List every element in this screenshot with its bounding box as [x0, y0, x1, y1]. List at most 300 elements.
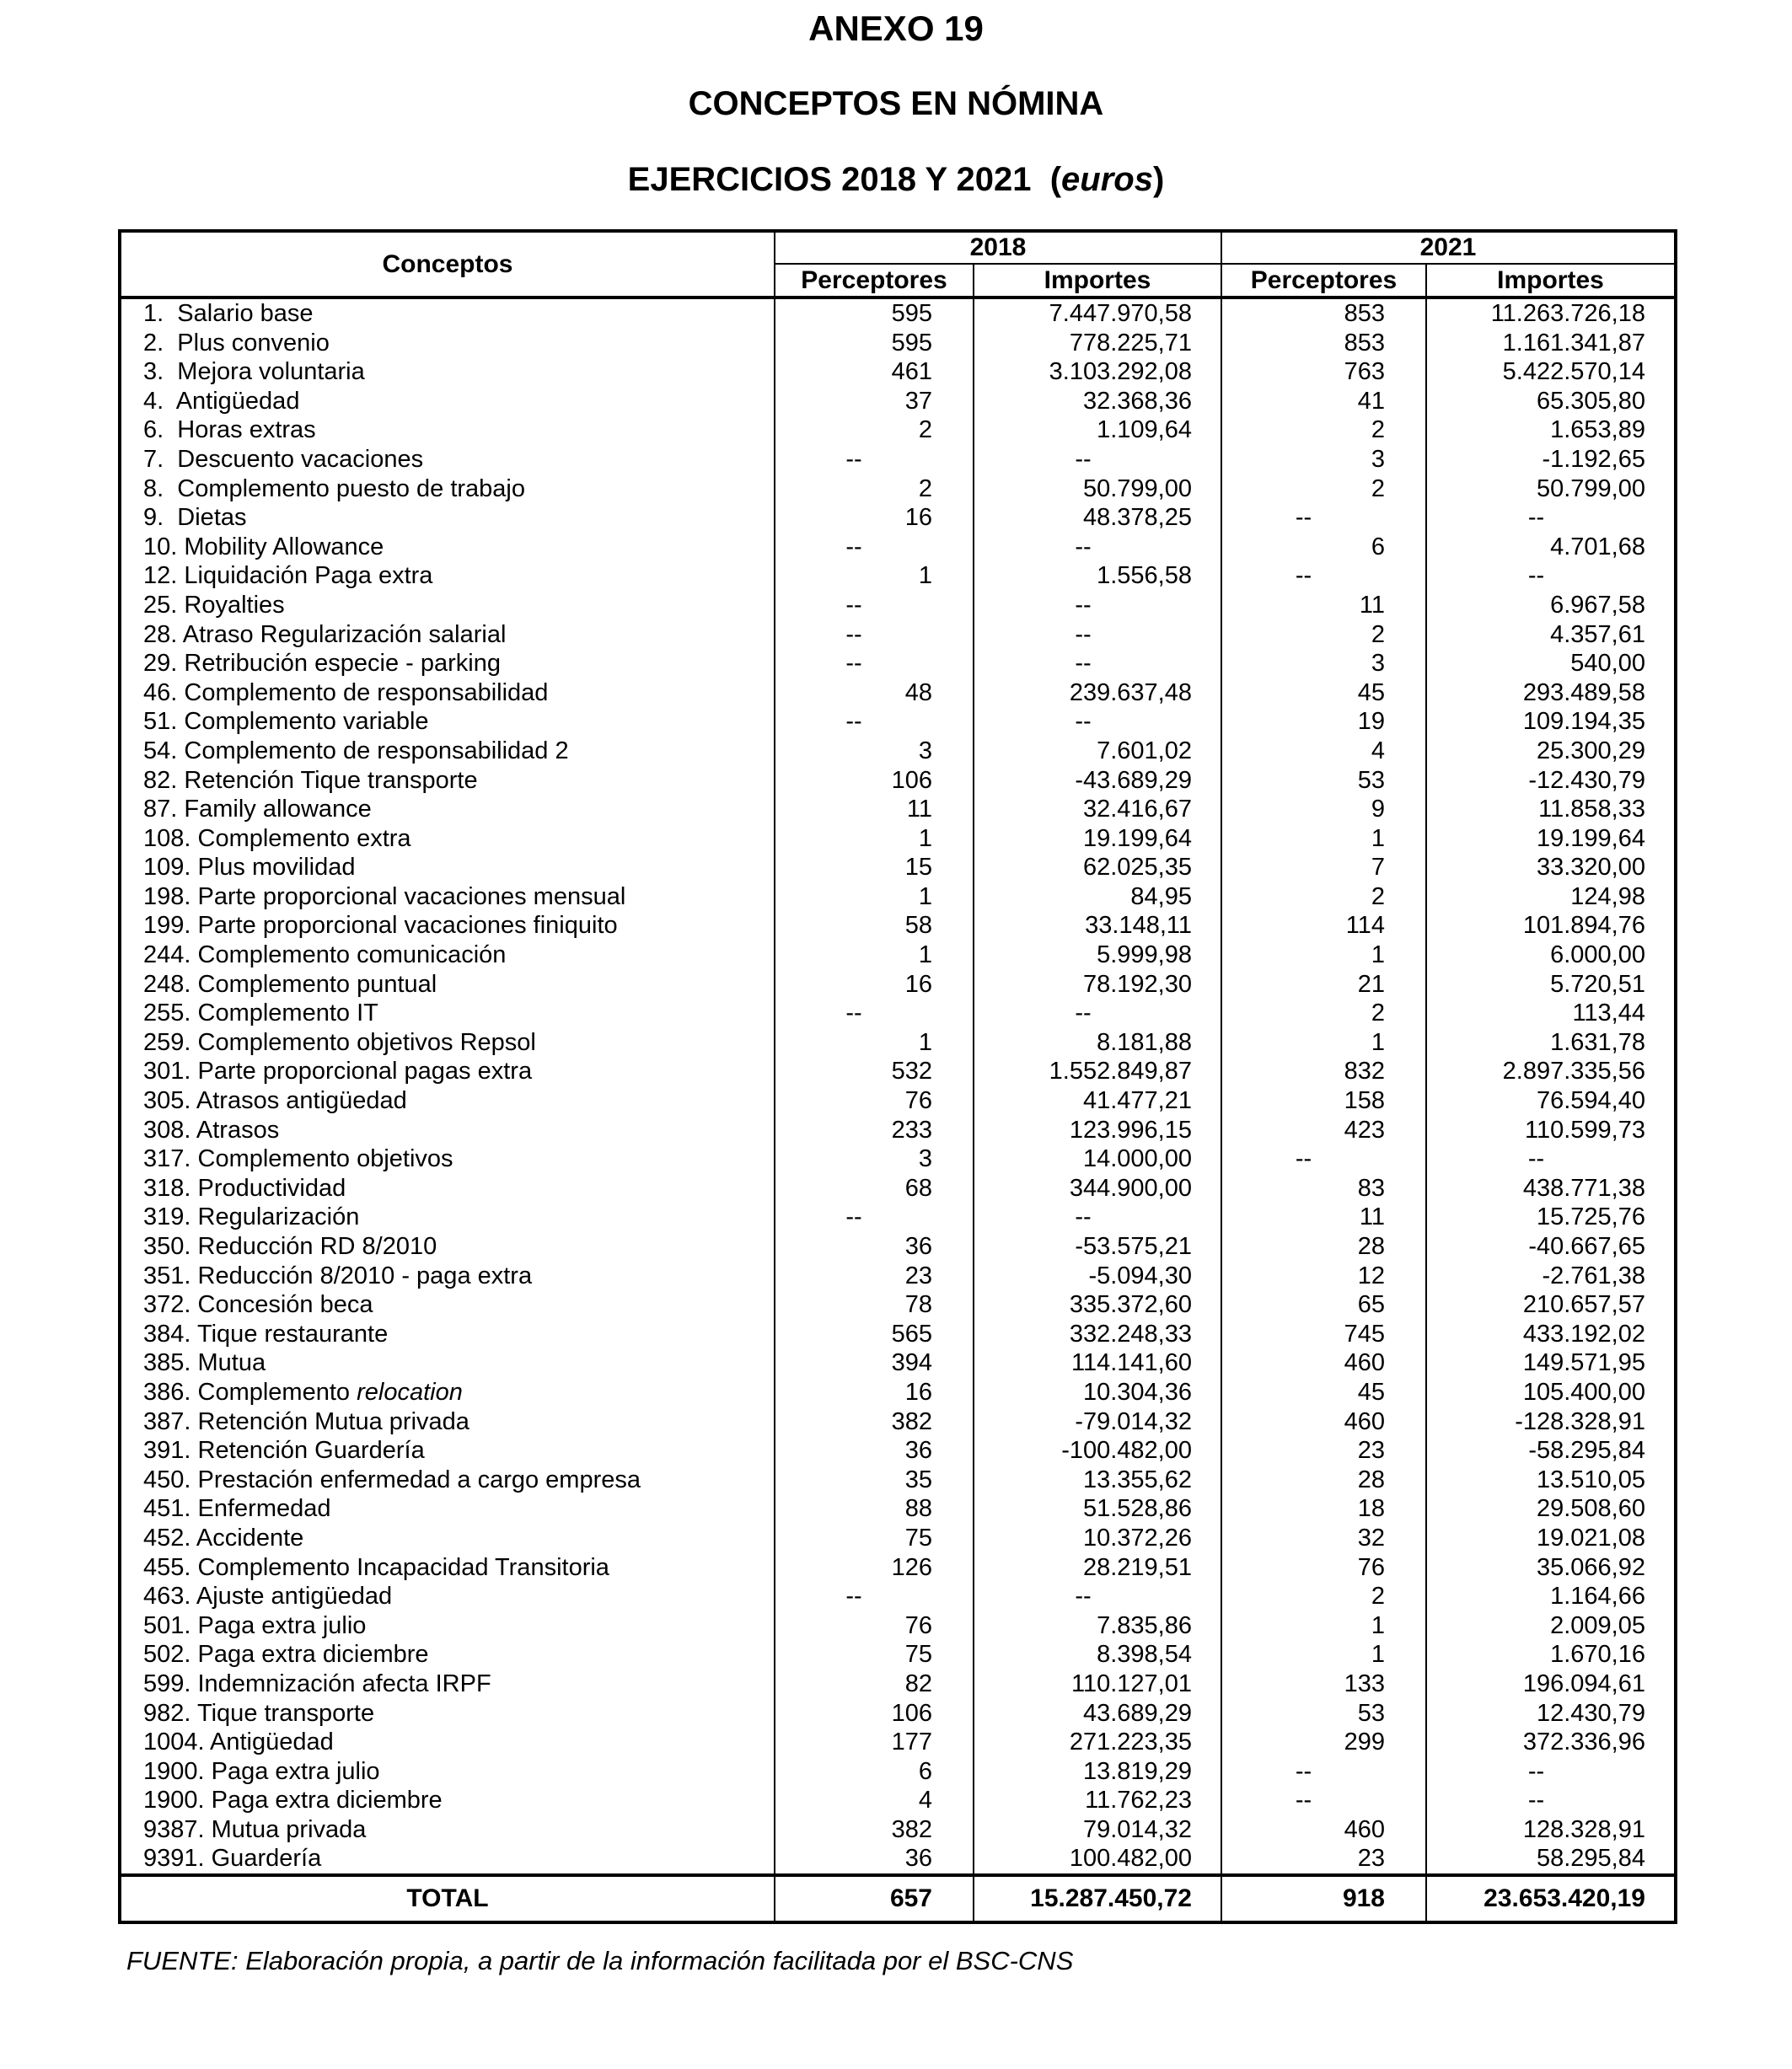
perceptores-2021-cell: 832	[1221, 1057, 1426, 1086]
table-row	[120, 678, 1676, 708]
importes-2021-cell: 113,44	[1426, 999, 1676, 1028]
concept-cell: 1. Salario base	[120, 297, 775, 329]
perceptores-2018-cell: --	[775, 620, 974, 650]
perceptores-2021-cell: 299	[1221, 1728, 1426, 1757]
perceptores-2018-cell: 68	[775, 1174, 974, 1203]
table-row	[120, 1290, 1676, 1320]
concept-cell: 2. Plus convenio	[120, 329, 775, 358]
importes-2021-cell: --	[1426, 1757, 1676, 1787]
table-row	[120, 1466, 1676, 1495]
perceptores-2021-cell: 23	[1221, 1844, 1426, 1875]
importes-2021-cell: 109.194,35	[1426, 707, 1676, 737]
concept-cell: 319. Regularización	[120, 1203, 775, 1232]
total-importes-2018: 15.287.450,72	[974, 1875, 1221, 1922]
perceptores-2018-cell: 78	[775, 1290, 974, 1320]
table-footer	[120, 1875, 1676, 1922]
importes-2021-cell: 6.967,58	[1426, 591, 1676, 620]
importes-2018-cell: 100.482,00	[974, 1844, 1221, 1875]
importes-2021-cell: 12.430,79	[1426, 1699, 1676, 1729]
perceptores-2018-cell: 35	[775, 1466, 974, 1495]
concept-cell: 198. Parte proporcional vacaciones mensual	[120, 882, 775, 912]
concept-cell: 317. Complemento objetivos	[120, 1144, 775, 1174]
table-row	[120, 329, 1676, 358]
table-row	[120, 1203, 1676, 1232]
perceptores-2018-cell: 15	[775, 853, 974, 882]
header-row-years	[120, 231, 1676, 264]
perceptores-2018-cell: 3	[775, 737, 974, 766]
perceptores-2018-cell: 595	[775, 297, 974, 329]
importes-2021-cell: --	[1426, 1144, 1676, 1174]
importes-2021-cell: 1.631,78	[1426, 1028, 1676, 1058]
perceptores-2018-cell: 2	[775, 474, 974, 504]
perceptores-2021-cell: 1	[1221, 941, 1426, 970]
importes-2018-cell: 778.225,71	[974, 329, 1221, 358]
importes-2021-cell: 149.571,95	[1426, 1348, 1676, 1378]
importes-2021-cell: 6.000,00	[1426, 941, 1676, 970]
table-row	[120, 1611, 1676, 1641]
perceptores-2018-cell: 23	[775, 1262, 974, 1291]
importes-2021-cell: 19.021,08	[1426, 1524, 1676, 1553]
table-row	[120, 503, 1676, 533]
table-row	[120, 911, 1676, 941]
perceptores-2018-cell: 58	[775, 911, 974, 941]
concept-cell: 982. Tique transporte	[120, 1699, 775, 1729]
importes-2018-cell: -100.482,00	[974, 1436, 1221, 1466]
table-row	[120, 795, 1676, 824]
perceptores-2018-cell: 1	[775, 1028, 974, 1058]
perceptores-2018-cell: 88	[775, 1494, 974, 1524]
perceptores-2018-cell: 394	[775, 1348, 974, 1378]
total-perceptores-2018: 657	[775, 1875, 974, 1922]
importes-2018-cell: 7.835,86	[974, 1611, 1221, 1641]
table-row	[120, 1320, 1676, 1349]
table-row	[120, 1786, 1676, 1815]
perceptores-2021-cell: 65	[1221, 1290, 1426, 1320]
importes-2018-cell: 123.996,15	[974, 1116, 1221, 1145]
importes-2018-cell: 344.900,00	[974, 1174, 1221, 1203]
perceptores-2021-cell: 460	[1221, 1407, 1426, 1437]
importes-2021-cell: 196.094,61	[1426, 1670, 1676, 1699]
concept-cell: 451. Enfermedad	[120, 1494, 775, 1524]
concept-cell: 82. Retención Tique transporte	[120, 766, 775, 796]
importes-2021-cell: 372.336,96	[1426, 1728, 1676, 1757]
importes-2021-cell: 58.295,84	[1426, 1844, 1676, 1875]
importes-2018-cell: --	[974, 999, 1221, 1028]
concept-cell: 46. Complemento de responsabilidad	[120, 678, 775, 708]
perceptores-2021-cell: 45	[1221, 1378, 1426, 1407]
importes-2021-cell: -12.430,79	[1426, 766, 1676, 796]
importes-2021-cell: --	[1426, 561, 1676, 591]
importes-2021-cell: -58.295,84	[1426, 1436, 1676, 1466]
table-row	[120, 853, 1676, 882]
importes-2021-cell: -2.761,38	[1426, 1262, 1676, 1291]
perceptores-2018-cell: --	[775, 999, 974, 1028]
perceptores-2018-cell: 382	[775, 1815, 974, 1845]
perceptores-2021-cell: 9	[1221, 795, 1426, 824]
perceptores-2018-cell: 48	[775, 678, 974, 708]
table-row	[120, 941, 1676, 970]
importes-2018-cell: 41.477,21	[974, 1086, 1221, 1116]
perceptores-2021-cell: 23	[1221, 1436, 1426, 1466]
perceptores-2018-cell: 595	[775, 329, 974, 358]
importes-2018-cell: 10.372,26	[974, 1524, 1221, 1553]
concept-cell: 502. Paga extra diciembre	[120, 1640, 775, 1670]
page-subtitle-years	[0, 160, 1792, 199]
table-row	[120, 474, 1676, 504]
importes-2018-cell: 84,95	[974, 882, 1221, 912]
importes-2018-cell: 239.637,48	[974, 678, 1221, 708]
concept-cell: 452. Accidente	[120, 1524, 775, 1553]
perceptores-2021-cell: 423	[1221, 1116, 1426, 1145]
concept-cell: 351. Reducción 8/2010 - paga extra	[120, 1262, 775, 1291]
importes-2021-cell: 11.858,33	[1426, 795, 1676, 824]
concept-cell: 1900. Paga extra julio	[120, 1757, 775, 1787]
importes-2021-cell: 33.320,00	[1426, 853, 1676, 882]
concept-cell: 6. Horas extras	[120, 415, 775, 445]
perceptores-2021-cell: 1	[1221, 1640, 1426, 1670]
importes-2021-cell: 438.771,38	[1426, 1174, 1676, 1203]
perceptores-2021-cell: 2	[1221, 1582, 1426, 1611]
concept-cell: 450. Prestación enfermedad a cargo empresa	[120, 1466, 775, 1495]
column-group-2018: 2018	[775, 231, 1221, 264]
perceptores-2018-cell: 233	[775, 1116, 974, 1145]
table-row	[120, 1407, 1676, 1437]
perceptores-2021-cell: 6	[1221, 533, 1426, 562]
importes-2021-cell: 4.357,61	[1426, 620, 1676, 650]
perceptores-2018-cell: 1	[775, 561, 974, 591]
table-row	[120, 1174, 1676, 1203]
importes-2018-cell: 110.127,01	[974, 1670, 1221, 1699]
importes-2018-cell: 78.192,30	[974, 970, 1221, 1000]
importes-2021-cell: 101.894,76	[1426, 911, 1676, 941]
column-header-importes-2021: Importes	[1426, 264, 1676, 297]
importes-2018-cell: 8.398,54	[974, 1640, 1221, 1670]
importes-2021-cell: 293.489,58	[1426, 678, 1676, 708]
table-row	[120, 766, 1676, 796]
table-body	[120, 297, 1676, 1875]
perceptores-2018-cell: 532	[775, 1057, 974, 1086]
perceptores-2021-cell: 1	[1221, 1028, 1426, 1058]
importes-2018-cell: 8.181,88	[974, 1028, 1221, 1058]
table-row	[120, 882, 1676, 912]
importes-2018-cell: 5.999,98	[974, 941, 1221, 970]
perceptores-2021-cell: 3	[1221, 649, 1426, 678]
table-row	[120, 1844, 1676, 1875]
perceptores-2021-cell: --	[1221, 503, 1426, 533]
perceptores-2021-cell: 28	[1221, 1466, 1426, 1495]
perceptores-2018-cell: --	[775, 591, 974, 620]
table-row	[120, 999, 1676, 1028]
table-row	[120, 1699, 1676, 1729]
column-header-conceptos: Conceptos	[120, 231, 775, 297]
perceptores-2021-cell: 158	[1221, 1086, 1426, 1116]
table-row	[120, 620, 1676, 650]
perceptores-2018-cell: 3	[775, 1144, 974, 1174]
concept-cell: 1900. Paga extra diciembre	[120, 1786, 775, 1815]
perceptores-2021-cell: 2	[1221, 999, 1426, 1028]
perceptores-2018-cell: 106	[775, 1699, 974, 1729]
importes-2018-cell: 32.368,36	[974, 387, 1221, 416]
perceptores-2018-cell: 75	[775, 1640, 974, 1670]
concept-cell: 384. Tique restaurante	[120, 1320, 775, 1349]
perceptores-2018-cell: --	[775, 1203, 974, 1232]
perceptores-2021-cell: 2	[1221, 415, 1426, 445]
perceptores-2021-cell: 53	[1221, 1699, 1426, 1729]
table-row	[120, 445, 1676, 474]
table-row	[120, 1494, 1676, 1524]
table-row	[120, 415, 1676, 445]
importes-2021-cell: 128.328,91	[1426, 1815, 1676, 1845]
concept-cell: 25. Royalties	[120, 591, 775, 620]
table-row	[120, 1378, 1676, 1407]
perceptores-2021-cell: 114	[1221, 911, 1426, 941]
table-row	[120, 737, 1676, 766]
perceptores-2021-cell: 18	[1221, 1494, 1426, 1524]
importes-2021-cell: 433.192,02	[1426, 1320, 1676, 1349]
concept-cell: 9. Dietas	[120, 503, 775, 533]
table-row	[120, 533, 1676, 562]
perceptores-2021-cell: --	[1221, 1144, 1426, 1174]
importes-2018-cell: 51.528,86	[974, 1494, 1221, 1524]
total-perceptores-2021: 918	[1221, 1875, 1426, 1922]
perceptores-2021-cell: 12	[1221, 1262, 1426, 1291]
concept-cell: 9391. Guardería	[120, 1844, 775, 1875]
table-row	[120, 591, 1676, 620]
perceptores-2018-cell: 461	[775, 357, 974, 387]
importes-2018-cell: 1.556,58	[974, 561, 1221, 591]
importes-2018-cell: --	[974, 649, 1221, 678]
subtitle-paren-close: )	[1152, 161, 1165, 198]
importes-2021-cell: 76.594,40	[1426, 1086, 1676, 1116]
perceptores-2021-cell: 45	[1221, 678, 1426, 708]
concept-cell: 350. Reducción RD 8/2010	[120, 1232, 775, 1262]
concept-cell: 12. Liquidación Paga extra	[120, 561, 775, 591]
importes-2021-cell: 4.701,68	[1426, 533, 1676, 562]
perceptores-2018-cell: 177	[775, 1728, 974, 1757]
perceptores-2021-cell: 28	[1221, 1232, 1426, 1262]
importes-2018-cell: 33.148,11	[974, 911, 1221, 941]
perceptores-2021-cell: 11	[1221, 591, 1426, 620]
table-row	[120, 1524, 1676, 1553]
importes-2018-cell: 271.223,35	[974, 1728, 1221, 1757]
concept-cell: 501. Paga extra julio	[120, 1611, 775, 1641]
concept-cell: 463. Ajuste antigüedad	[120, 1582, 775, 1611]
perceptores-2018-cell: 2	[775, 415, 974, 445]
perceptores-2018-cell: 76	[775, 1611, 974, 1641]
table-row	[120, 1262, 1676, 1291]
importes-2021-cell: 13.510,05	[1426, 1466, 1676, 1495]
concept-cell: 387. Retención Mutua privada	[120, 1407, 775, 1437]
table-row	[120, 1670, 1676, 1699]
concept-cell: 108. Complemento extra	[120, 824, 775, 854]
importes-2018-cell: -53.575,21	[974, 1232, 1221, 1262]
importes-2018-cell: 79.014,32	[974, 1815, 1221, 1845]
importes-2018-cell: 3.103.292,08	[974, 357, 1221, 387]
table-row	[120, 297, 1676, 329]
table-row	[120, 707, 1676, 737]
total-importes-2021: 23.653.420,19	[1426, 1875, 1676, 1922]
concept-cell: 54. Complemento de responsabilidad 2	[120, 737, 775, 766]
importes-2021-cell: 29.508,60	[1426, 1494, 1676, 1524]
concept-cell: 301. Parte proporcional pagas extra	[120, 1057, 775, 1086]
perceptores-2018-cell: 6	[775, 1757, 974, 1787]
concept-cell: 3. Mejora voluntaria	[120, 357, 775, 387]
importes-2018-cell: 43.689,29	[974, 1699, 1221, 1729]
perceptores-2018-cell: 1	[775, 941, 974, 970]
importes-2018-cell: 335.372,60	[974, 1290, 1221, 1320]
importes-2021-cell: 1.161.341,87	[1426, 329, 1676, 358]
concept-cell: 4. Antigüedad	[120, 387, 775, 416]
importes-2018-cell: 10.304,36	[974, 1378, 1221, 1407]
perceptores-2021-cell: --	[1221, 1786, 1426, 1815]
concept-cell: 1004. Antigüedad	[120, 1728, 775, 1757]
importes-2021-cell: 25.300,29	[1426, 737, 1676, 766]
perceptores-2018-cell: 126	[775, 1553, 974, 1583]
importes-2021-cell: 2.009,05	[1426, 1611, 1676, 1641]
perceptores-2021-cell: 745	[1221, 1320, 1426, 1349]
perceptores-2021-cell: 4	[1221, 737, 1426, 766]
concept-cell: 248. Complemento puntual	[120, 970, 775, 1000]
importes-2018-cell: 48.378,25	[974, 503, 1221, 533]
perceptores-2018-cell: 37	[775, 387, 974, 416]
importes-2018-cell: --	[974, 591, 1221, 620]
perceptores-2018-cell: --	[775, 445, 974, 474]
table-row	[120, 1057, 1676, 1086]
concept-cell: 391. Retención Guardería	[120, 1436, 775, 1466]
importes-2018-cell: --	[974, 445, 1221, 474]
perceptores-2018-cell: 382	[775, 1407, 974, 1437]
importes-2018-cell: --	[974, 533, 1221, 562]
table-row	[120, 824, 1676, 854]
total-row	[120, 1875, 1676, 1922]
importes-2021-cell: 105.400,00	[1426, 1378, 1676, 1407]
perceptores-2021-cell: 2	[1221, 882, 1426, 912]
concept-cell: 7. Descuento vacaciones	[120, 445, 775, 474]
importes-2021-cell: 2.897.335,56	[1426, 1057, 1676, 1086]
table-row	[120, 1582, 1676, 1611]
importes-2018-cell: -5.094,30	[974, 1262, 1221, 1291]
importes-2018-cell: 332.248,33	[974, 1320, 1221, 1349]
column-header-importes-2018: Importes	[974, 264, 1221, 297]
importes-2018-cell: 62.025,35	[974, 853, 1221, 882]
perceptores-2021-cell: 853	[1221, 329, 1426, 358]
perceptores-2018-cell: --	[775, 707, 974, 737]
perceptores-2021-cell: 3	[1221, 445, 1426, 474]
importes-2018-cell: 7.447.970,58	[974, 297, 1221, 329]
perceptores-2018-cell: 16	[775, 503, 974, 533]
column-header-perceptores-2021: Perceptores	[1221, 264, 1426, 297]
importes-2018-cell: 7.601,02	[974, 737, 1221, 766]
payroll-concepts-table	[118, 229, 1677, 1924]
importes-2018-cell: 19.199,64	[974, 824, 1221, 854]
perceptores-2021-cell: 32	[1221, 1524, 1426, 1553]
column-group-2021: 2021	[1221, 231, 1676, 264]
table-row	[120, 1028, 1676, 1058]
perceptores-2021-cell: 853	[1221, 297, 1426, 329]
perceptores-2018-cell: 36	[775, 1232, 974, 1262]
importes-2021-cell: 5.422.570,14	[1426, 357, 1676, 387]
importes-2018-cell: --	[974, 707, 1221, 737]
concept-cell: 29. Retribución especie - parking	[120, 649, 775, 678]
perceptores-2021-cell: 19	[1221, 707, 1426, 737]
concept-cell: 385. Mutua	[120, 1348, 775, 1378]
perceptores-2021-cell: 460	[1221, 1348, 1426, 1378]
importes-2021-cell: --	[1426, 1786, 1676, 1815]
importes-2018-cell: -79.014,32	[974, 1407, 1221, 1437]
perceptores-2021-cell: 460	[1221, 1815, 1426, 1845]
perceptores-2021-cell: 21	[1221, 970, 1426, 1000]
importes-2018-cell: 1.552.849,87	[974, 1057, 1221, 1086]
importes-2021-cell: 50.799,00	[1426, 474, 1676, 504]
table-row	[120, 1116, 1676, 1145]
perceptores-2021-cell: 1	[1221, 1611, 1426, 1641]
perceptores-2021-cell: 11	[1221, 1203, 1426, 1232]
table-row	[120, 1436, 1676, 1466]
table-row	[120, 1232, 1676, 1262]
importes-2021-cell: 110.599,73	[1426, 1116, 1676, 1145]
concept-cell: 51. Complemento variable	[120, 707, 775, 737]
importes-2018-cell: 13.819,29	[974, 1757, 1221, 1787]
importes-2021-cell: 1.164,66	[1426, 1582, 1676, 1611]
importes-2018-cell: 32.416,67	[974, 795, 1221, 824]
page-subtitle: CONCEPTOS EN NÓMINA	[688, 85, 1104, 122]
perceptores-2021-cell: 76	[1221, 1553, 1426, 1583]
perceptores-2018-cell: 16	[775, 970, 974, 1000]
table-row	[120, 1086, 1676, 1116]
perceptores-2018-cell: 565	[775, 1320, 974, 1349]
table-row	[120, 1815, 1676, 1845]
perceptores-2021-cell: 41	[1221, 387, 1426, 416]
importes-2021-cell: -40.667,65	[1426, 1232, 1676, 1262]
importes-2018-cell: 1.109,64	[974, 415, 1221, 445]
concept-cell: 8. Complemento puesto de trabajo	[120, 474, 775, 504]
perceptores-2018-cell: --	[775, 1582, 974, 1611]
perceptores-2018-cell: 1	[775, 824, 974, 854]
concept-cell: 10. Mobility Allowance	[120, 533, 775, 562]
perceptores-2021-cell: --	[1221, 561, 1426, 591]
perceptores-2018-cell: --	[775, 533, 974, 562]
subtitle-years-text: EJERCICIOS 2018 Y 2021 (	[627, 161, 1062, 198]
table-row	[120, 561, 1676, 591]
perceptores-2021-cell: 2	[1221, 474, 1426, 504]
perceptores-2021-cell: 763	[1221, 357, 1426, 387]
concept-cell: 109. Plus movilidad	[120, 853, 775, 882]
source-note: FUENTE: Elaboración propia, a partir de la información facilitada por el BSC-CNS	[126, 1946, 1074, 1976]
concept-cell: 318. Productividad	[120, 1174, 775, 1203]
table-header	[120, 231, 1676, 297]
concept-cell: 28. Atraso Regularización salarial	[120, 620, 775, 650]
table-row	[120, 1553, 1676, 1583]
concept-cell: 259. Complemento objetivos Repsol	[120, 1028, 775, 1058]
importes-2021-cell: 35.066,92	[1426, 1553, 1676, 1583]
concept-cell: 599. Indemnización afecta IRPF	[120, 1670, 775, 1699]
table-row	[120, 1728, 1676, 1757]
importes-2021-cell: 19.199,64	[1426, 824, 1676, 854]
concept-cell: 244. Complemento comunicación	[120, 941, 775, 970]
importes-2018-cell: 114.141,60	[974, 1348, 1221, 1378]
importes-2021-cell: --	[1426, 503, 1676, 533]
perceptores-2018-cell: 82	[775, 1670, 974, 1699]
table-row	[120, 970, 1676, 1000]
importes-2021-cell: 124,98	[1426, 882, 1676, 912]
concept-cell: 255. Complemento IT	[120, 999, 775, 1028]
perceptores-2018-cell: 16	[775, 1378, 974, 1407]
importes-2018-cell: --	[974, 620, 1221, 650]
table-row	[120, 357, 1676, 387]
importes-2021-cell: -1.192,65	[1426, 445, 1676, 474]
table-row	[120, 1348, 1676, 1378]
importes-2021-cell: 65.305,80	[1426, 387, 1676, 416]
